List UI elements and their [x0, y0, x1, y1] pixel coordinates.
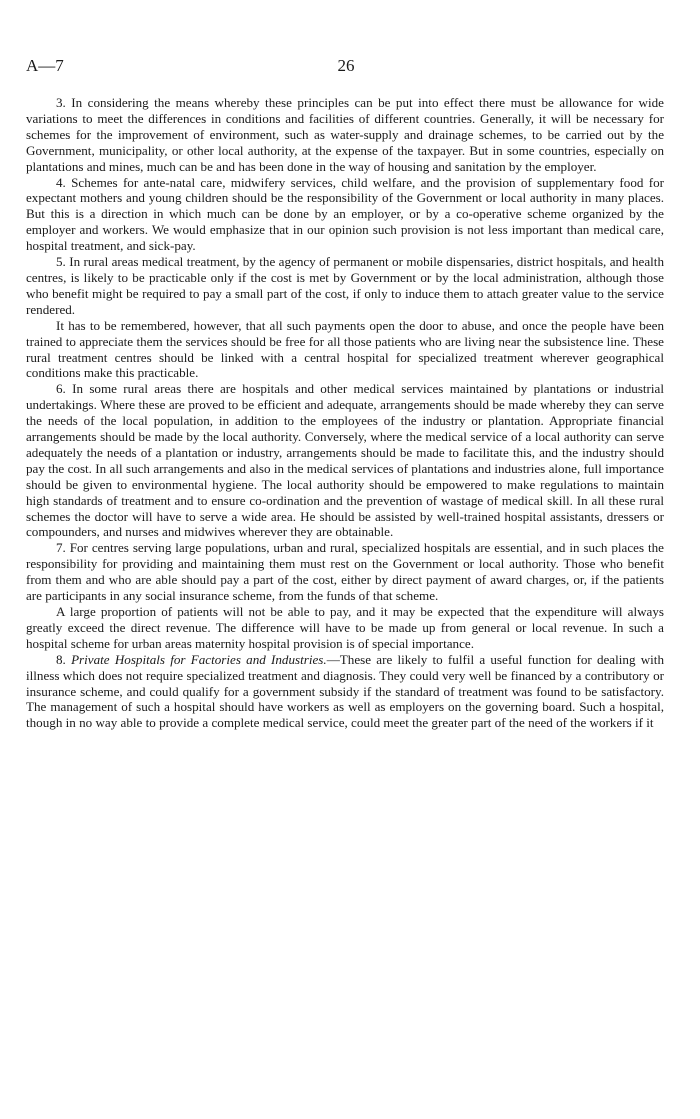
paragraph-5: 5. In rural areas medical treatment, by the agency of permanent or mobile dispensaries, district hospitals, and health centres, is likely to be practicable only if the cost is met by Government or by the local administration, although those who benefit might be required to pay a small part of the cost, if only to induce them to attach greater value to the service rendered. [26, 254, 664, 317]
document-code: A—7 [26, 56, 64, 75]
paragraph-8 [26, 652, 664, 732]
paragraph-5-continued: It has to be remembered, however, that all such payments open the door to abuse, and once the people have been trained to appreciate them the services should be free for all those patients who are living near the subsistence line. These rural treatment centres should be linked with a central hospital for specialized treatment wherever geographical conditions make this practicable. [26, 317, 664, 381]
page-number: 26 [337, 56, 355, 75]
paragraph-7: 7. For centres serving large populations, urban and rural, specialized hospitals are essential, and in such places the responsibility for providing and maintaining them must rest on the Government or local authority. Those who benefit from them and who are able should pay a part of the cost, either by direct payment of award charges, or, if the patients are participants in any social insurance scheme, from the funds of that scheme. [26, 540, 664, 604]
paragraph-4: 4. Schemes for ante-natal care, midwifery services, child welfare, and the provision of supplementary food for expectant mothers and young children should be the responsibility of the Government or local authority in many places. But this is a direction in which much can be done by an employer, or by a co-operative scheme organized by the employer and workers. We would emphasize that in our opinion such provision is not less important than medical care, hospital treatment, and sick-pay. [26, 174, 664, 254]
paragraph-7-continued: A large proportion of patients will not be able to pay, and it may be expected that the expenditure will always greatly exceed the direct revenue. The difference will have to be made up from general or local revenue. In such a hospital scheme for urban areas maternity hospital provision is of special importance. [26, 604, 664, 651]
document-body [26, 95, 664, 731]
page-header [26, 56, 666, 80]
paragraph-8-number: 8. [56, 651, 66, 667]
paragraph-6: 6. In some rural areas there are hospitals and other medical services maintained by plantations or industrial undertakings. Where these are proved to be efficient and adequate, arrangements should be made whereby they can serve the needs of the local population, in addition to the employees of the industry or plantation. Appropriate financial arrangements should be made by the local authority. Conversely, where the medical service of a local authority can serve adequately the needs of a plantation or industry, arrangements should be made to facilitate this, and the industry should pay the cost. In all such arrangements and also in the medical services of plantations and industries alone, full importance should be given to environmental hygiene. The local authority should be empowered to make regulations to maintain high standards of treatment and to ensure co-ordination and the prevention of wastage of medical skill. In all these rural schemes the doctor will have to serve a wide area. He should be assisted by well-trained hospital assistants, dressers or compounders, and nurses and midwives wherever they are obtainable. [26, 381, 664, 540]
paragraph-3: 3. In considering the means whereby these principles can be put into effect there must be allowance for wide variations to meet the differences in conditions and facilities of different countries. Generally, it will be necessary for schemes for the improvement of environment, such as water-supply and drainage schemes, to be carried out by the Government, municipality, or other local authority, at the expense of the taxpayer. But in some countries, especially on plantations and mines, much can be and has been done in the way of housing and sanitation by the employer. [26, 95, 664, 174]
paragraph-8-heading: Private Hospitals for Factories and Industries. [71, 651, 327, 667]
paragraph-8-text: —These are likely to fulfil a useful function for dealing with illness which does not require specialized treatment and diagnosis. They could very well be financed by a contributory or insurance scheme, and could qualify for a government subsidy if the standard of treatment was found to be satisfactory. The management of such a hospital should have workers as well as employers on the governing board. Such a hospital, though in no way able to provide a complete medical service, could meet the greater part of the need of the workers if it [26, 651, 664, 731]
